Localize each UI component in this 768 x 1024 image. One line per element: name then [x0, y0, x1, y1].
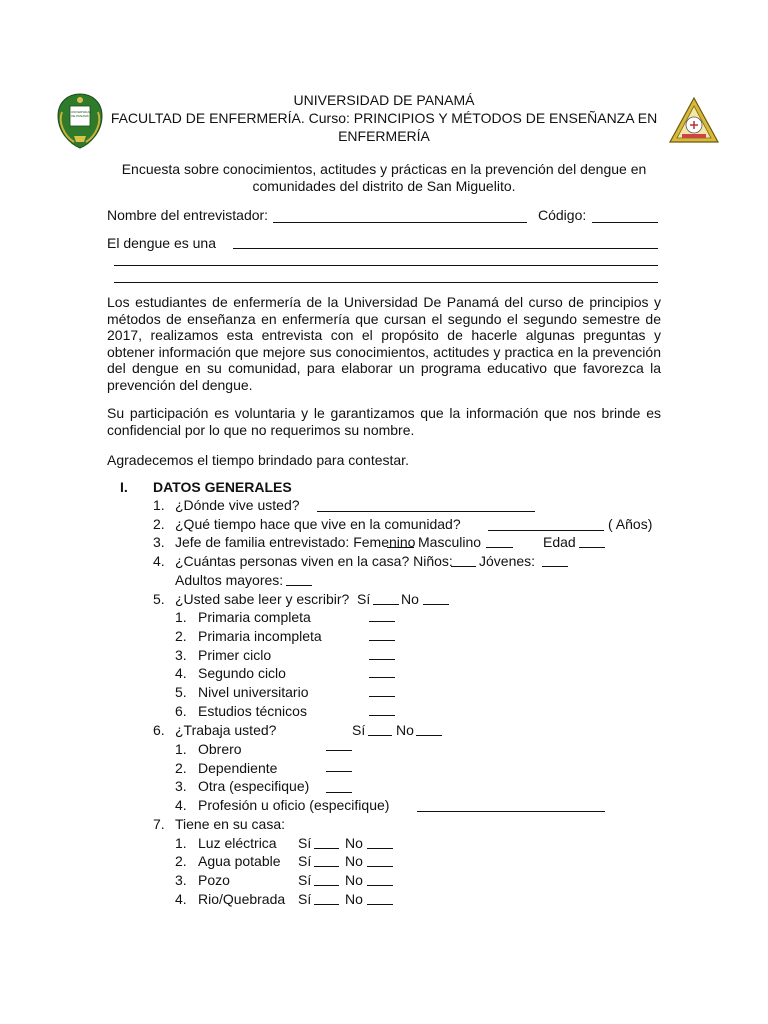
q4-adultos-field[interactable]	[286, 585, 312, 586]
q5-opt2-label: Primaria incompleta	[198, 628, 322, 644]
q6-opt3-number: 3.	[175, 778, 187, 794]
q5-opt5-field[interactable]	[369, 696, 395, 697]
q7-opt4-no-field[interactable]	[367, 904, 393, 905]
q5-opt1-number: 1.	[175, 609, 187, 625]
q7-opt2-si-field[interactable]	[314, 866, 339, 867]
dengue-label: El dengue es una	[107, 235, 216, 251]
q5-opt3-field[interactable]	[369, 659, 395, 660]
q1-number: 1.	[153, 497, 165, 513]
survey-title-line1: Encuesta sobre conocimientos, actitudes y prácticas en la prevención del dengue en	[121, 161, 647, 177]
q6-si-label: Sí	[352, 722, 366, 738]
q5-opt5-number: 5.	[175, 684, 187, 700]
q7-text: Tiene en su casa:	[175, 816, 285, 832]
q6-si-field[interactable]	[368, 735, 392, 736]
q6-opt1-field[interactable]	[326, 750, 352, 751]
q3-masculino-field[interactable]	[486, 547, 513, 548]
code-label: Código:	[538, 207, 587, 223]
section-numeral: I.	[120, 479, 128, 495]
q7-opt2-no-field[interactable]	[367, 866, 393, 867]
q5-si-field[interactable]	[373, 604, 399, 605]
q6-opt3-field[interactable]	[326, 792, 352, 793]
q5-no-label: No	[401, 591, 419, 607]
university-seal-logo	[56, 92, 104, 150]
q6-opt1-number: 1.	[175, 741, 187, 757]
q1-answer-field[interactable]	[317, 511, 535, 512]
q7-opt2-label: Agua potable	[198, 853, 281, 869]
interviewer-label: Nombre del entrevistador:	[107, 207, 269, 223]
survey-title-line2: comunidades del distrito de San Miguelito.	[252, 178, 516, 194]
q5-opt6-number: 6.	[175, 703, 187, 719]
q7-opt4-label: Rio/Quebrada	[198, 891, 286, 907]
q6-opt1-label: Obrero	[198, 741, 242, 757]
q6-opt2-field[interactable]	[326, 771, 352, 772]
q7-opt3-si-field[interactable]	[314, 885, 339, 886]
dengue-answer-line-1[interactable]	[233, 248, 658, 249]
q7-opt1-si-field[interactable]	[314, 848, 339, 849]
q7-number: 7.	[153, 816, 165, 832]
q7-opt4-number: 4.	[175, 891, 187, 907]
q4-ninos-field[interactable]	[451, 566, 476, 567]
q5-opt5-label: Nivel universitario	[198, 684, 309, 700]
section-title: DATOS GENERALES	[153, 479, 292, 495]
q5-opt4-label: Segundo ciclo	[198, 665, 286, 681]
q6-opt2-label: Dependiente	[198, 760, 278, 776]
q7-opt2-no-label: No	[345, 853, 363, 869]
q4-jovenes-field[interactable]	[542, 566, 568, 567]
q6-opt4-label: Profesión u oficio (especifique)	[198, 797, 390, 813]
q3-edad-field[interactable]	[579, 547, 605, 548]
q5-opt3-number: 3.	[175, 647, 187, 663]
intro-paragraph-1: Los estudiantes de enfermería de la Universidad De Panamá del curso de principios y métodos de enseñanza en enfermería que cursan el segundo el segundo semestre de 2017, realizamos esta entrevista con el propósito de hacerle algunas preguntas y obtener información que mejore sus conocimientos, actitudes y practica en la prevención del dengue en su comunidad, para elaborar un programa educativo que favorezca la prevención del dengue.	[107, 294, 661, 393]
q5-opt2-field[interactable]	[369, 640, 395, 641]
q5-opt6-field[interactable]	[369, 715, 395, 716]
header-faculty-course: FACULTAD DE ENFERMERÍA. Curso: PRINCIPIOS Y MÉTODOS DE ENSEÑANZA EN	[110, 110, 658, 126]
q3-femenino-field[interactable]	[387, 547, 414, 548]
q6-opt4-number: 4.	[175, 797, 187, 813]
q7-opt1-si-label: Sí	[298, 835, 312, 851]
q3-masculino-label: Masculino	[418, 534, 482, 550]
q6-opt2-number: 2.	[175, 760, 187, 776]
q7-opt4-no-label: No	[345, 891, 363, 907]
q4-number: 4.	[153, 553, 165, 569]
q1-text: ¿Dónde vive usted?	[175, 497, 300, 513]
q7-opt2-number: 2.	[175, 853, 187, 869]
q5-number: 5.	[153, 591, 165, 607]
q6-text: ¿Trabaja usted?	[175, 722, 277, 738]
header-university: UNIVERSIDAD DE PANAMÁ	[293, 92, 475, 108]
q7-opt2-si-label: Sí	[298, 853, 312, 869]
q3-text: Jefe de familia entrevistado: Femenino	[175, 534, 416, 550]
q7-opt3-number: 3.	[175, 872, 187, 888]
q2-number: 2.	[153, 516, 165, 532]
q5-no-field[interactable]	[423, 604, 449, 605]
q7-opt3-si-label: Sí	[298, 872, 312, 888]
header-course-cont: ENFERMERÍA	[338, 128, 430, 144]
q3-number: 3.	[153, 534, 165, 550]
q7-opt4-si-field[interactable]	[314, 904, 339, 905]
seal-text: UNIVERSIDAD DE PANAMÁ	[71, 110, 92, 118]
intro-paragraph-3: Agradecemos el tiempo brindado para contestar.	[107, 452, 409, 468]
q4-adultos-label: Adultos mayores:	[175, 572, 284, 588]
q5-si-label: Sí	[357, 591, 371, 607]
q2-suffix: ( Años)	[608, 516, 653, 532]
q2-text: ¿Qué tiempo hace que vive en la comunidad?	[175, 516, 461, 532]
q6-opt3-label: Otra (especifique)	[198, 778, 310, 794]
interviewer-name-field[interactable]	[273, 222, 527, 223]
intro-paragraph-2: Su participación es voluntaria y le garantizamos que la información que nos brinde es confidencial por lo que no requerimos su nombre.	[107, 405, 661, 438]
q5-opt1-field[interactable]	[369, 621, 395, 622]
q7-opt3-label: Pozo	[198, 872, 230, 888]
q7-opt1-no-label: No	[345, 835, 363, 851]
q6-no-field[interactable]	[416, 735, 442, 736]
q5-opt1-label: Primaria completa	[198, 609, 311, 625]
q5-opt2-number: 2.	[175, 628, 187, 644]
q6-number: 6.	[153, 722, 165, 738]
q7-opt1-label: Luz eléctrica	[198, 835, 277, 851]
q6-opt4-field[interactable]	[417, 811, 605, 812]
nursing-faculty-logo	[668, 96, 720, 146]
q7-opt1-number: 1.	[175, 835, 187, 851]
q5-opt3-label: Primer ciclo	[198, 647, 272, 663]
q3-edad-label: Edad	[543, 534, 576, 550]
dengue-answer-line-2[interactable]	[114, 265, 658, 266]
q7-opt4-si-label: Sí	[298, 891, 312, 907]
q4-jovenes-label: Jóvenes:	[479, 553, 536, 569]
q7-opt1-no-field[interactable]	[367, 848, 393, 849]
q4-text: ¿Cuántas personas viven en la casa? Niños:	[175, 553, 453, 569]
q5-opt4-field[interactable]	[369, 677, 395, 678]
q7-opt3-no-label: No	[345, 872, 363, 888]
code-field[interactable]	[592, 222, 658, 223]
q5-opt6-label: Estudios técnicos	[198, 703, 307, 719]
q7-opt3-no-field[interactable]	[367, 885, 393, 886]
dengue-answer-line-3[interactable]	[114, 282, 658, 283]
q2-answer-field[interactable]	[488, 530, 604, 531]
q5-text: ¿Usted sabe leer y escribir?	[175, 591, 350, 607]
q5-opt4-number: 4.	[175, 665, 187, 681]
q6-no-label: No	[396, 722, 414, 738]
